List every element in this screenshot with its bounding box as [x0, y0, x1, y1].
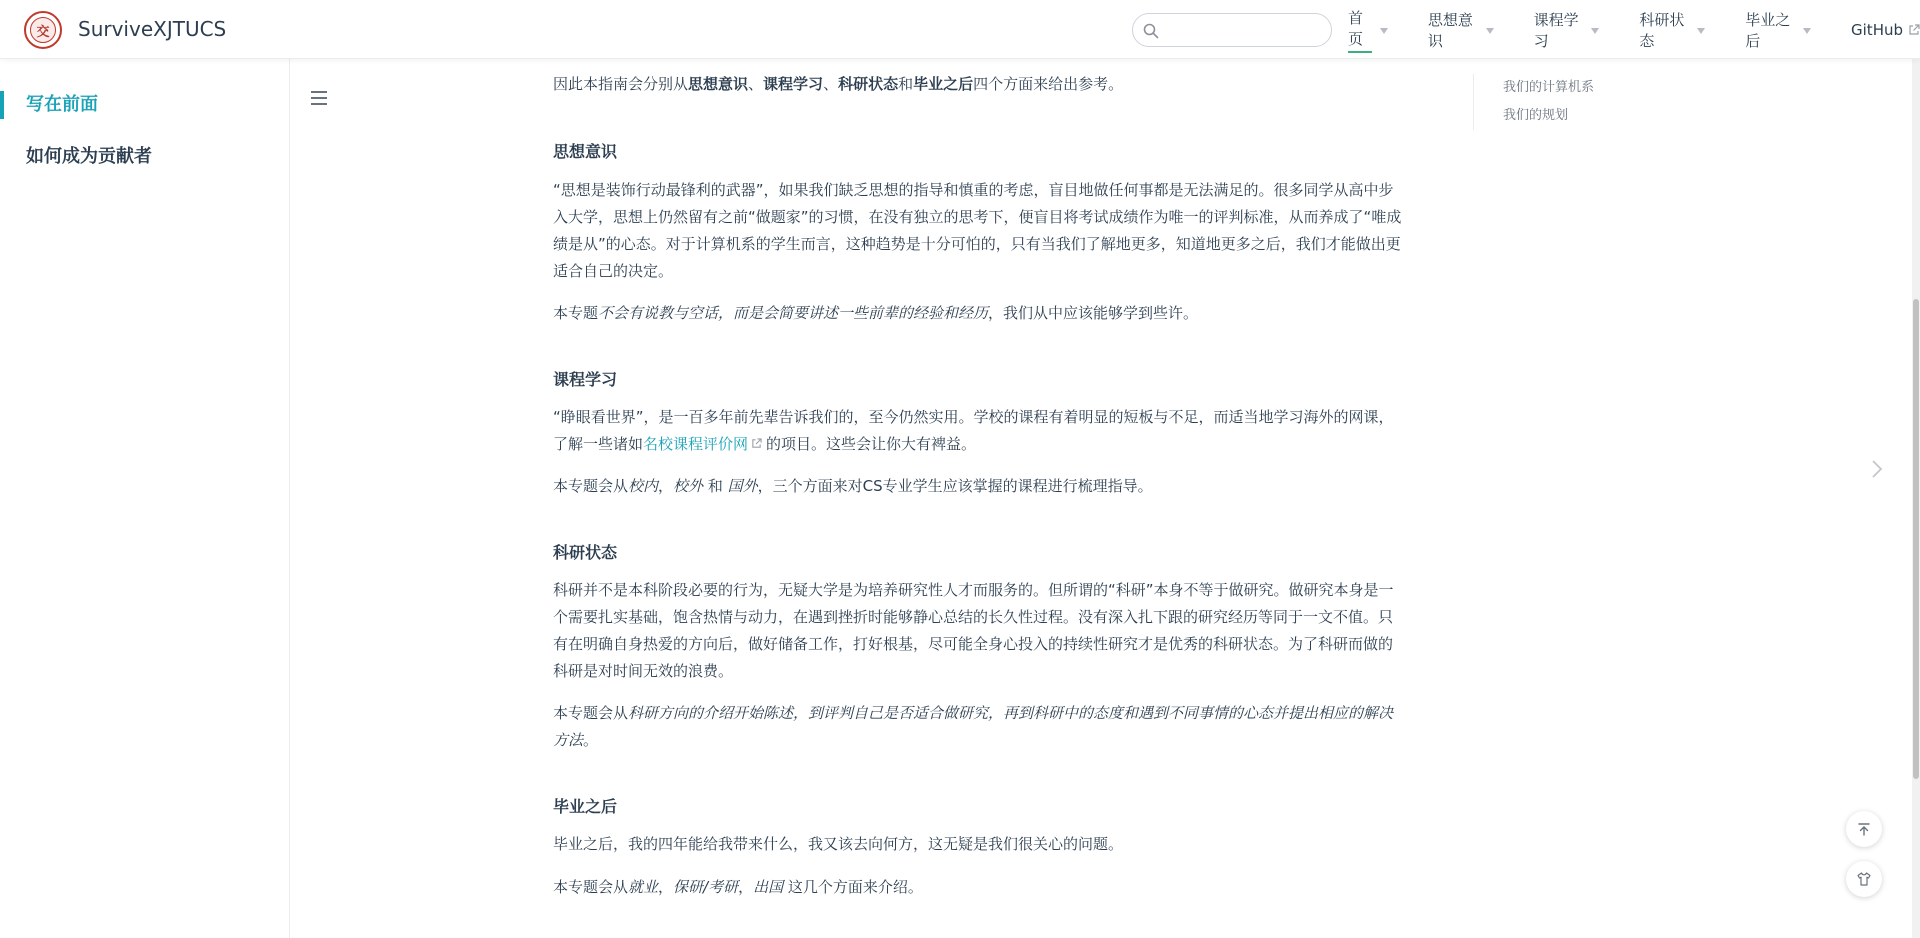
section-heading-research: 科研状态: [553, 543, 618, 562]
nav-item-after-graduation[interactable]: [1745, 0, 1811, 59]
nav-item-label: 科研状态: [1639, 10, 1685, 50]
section-paragraph: 本专题会从科研方向的介绍开始陈述，到评判自己是否适合做研究，再到科研中的态度和遇到不同事情的心态并提出相应的解决方法。: [553, 704, 1394, 749]
toc-item[interactable]: 我们的规划: [1503, 108, 1569, 123]
toc-item[interactable]: 我们的计算机系: [1503, 80, 1595, 95]
nav-item-research[interactable]: [1639, 0, 1705, 59]
site-name[interactable]: SurviveXJTUCS: [78, 17, 227, 41]
logo-emblem: 交: [30, 17, 56, 43]
nav-item-label: 首页: [1348, 7, 1372, 53]
section-paragraph: 科研并不是本科阶段必要的行为，无疑大学是为培养研究性人才而服务的。但所谓的“科研”本身不等于做研究。做研究本身是一个需要扎实基础，饱含热情与动力，在遇到挫折时能够静心总结的长久性过程。没有深入扎下跟的研究经历等同于一文不值。只有在明确自身热爱的方向后，做好储备工作，打好根基，尽可能全身心投入的持续性研究才是优秀的科研状态。为了科研而做的科研是对时间无效的浪费。: [553, 581, 1394, 680]
section-paragraph: 本专题会从校内，校外 和 国外，三个方面来对CS专业学生应该掌握的课程进行梳理指导。: [553, 477, 1153, 495]
intro-paragraph: 因此本指南会分别从思想意识、课程学习、科研状态和毕业之后四个方面来给出参考。: [553, 75, 1124, 93]
sidebar-item-label: 写在前面: [26, 94, 98, 115]
back-to-top-button[interactable]: [1846, 811, 1882, 847]
site-logo[interactable]: [24, 11, 62, 49]
section-paragraph: 本专题会从就业，保研/考研，出国 这几个方面来介绍。: [553, 878, 923, 896]
nav-item-label: GitHub: [1851, 20, 1903, 39]
table-of-contents: [1473, 74, 1594, 130]
external-link-icon: [751, 438, 762, 449]
chevron-down-icon: [1380, 28, 1388, 34]
section-paragraph: 本专题不会有说教与空话，而是会简要讲述一些前辈的经验和经历，我们从中应该能够学到些许。: [553, 304, 1199, 322]
nav-item-label: 毕业之后: [1745, 10, 1791, 50]
chevron-down-icon: [1697, 28, 1705, 34]
sidebar-toggle-icon[interactable]: [311, 91, 327, 105]
top-navbar: [0, 0, 1920, 59]
course-review-link[interactable]: 名校课程评价网: [643, 435, 749, 453]
nav-item-courses[interactable]: [1534, 0, 1600, 59]
nav-item-label: 思想意识: [1427, 10, 1473, 50]
section-heading-courses: 课程学习: [553, 370, 618, 389]
section-paragraph: “思想是装饰行动最锋利的武器”，如果我们缺乏思想的指导和慎重的考虑，盲目地做任何事都是无法满足的。很多同学从高中步入大学，思想上仍然留有之前“做题家”的习惯，在没有独立的思考下，便盲目将考试成绩作为唯一的评判标准，从而养成了“唯成绩是从”的心态。对于计算机系的学生而言，这种趋势是十分可怕的，只有当我们了解地更多，知道地更多之后，我们才能做出更适合自己的决定。: [553, 181, 1402, 280]
nav-item-label: 课程学习: [1533, 10, 1579, 50]
search-icon: [1143, 23, 1159, 39]
chevron-down-icon: [1803, 28, 1811, 34]
external-link-icon: [1908, 24, 1920, 36]
arrow-up-icon: [1856, 821, 1872, 837]
section-heading-thinking: 思想意识: [553, 142, 618, 161]
nav-item-thinking[interactable]: [1428, 0, 1494, 59]
sidebar-item-preface[interactable]: [0, 91, 289, 119]
chevron-down-icon: [1591, 28, 1599, 34]
chevron-right-icon[interactable]: [1870, 458, 1884, 480]
nav-links: [1348, 0, 1920, 59]
section-paragraph: “睁眼看世界”，是一百多年前先辈告诉我们的，至今仍然实用。学校的课程有着明显的短板与不足，而适当地学习海外的网课，了解一些诸如名校课程评价网 的项目。这些会让你大有裨益。: [553, 408, 1394, 453]
search-input[interactable]: [1132, 13, 1332, 47]
vertical-scrollbar[interactable]: [1912, 59, 1920, 938]
scrollbar-thumb[interactable]: [1913, 299, 1919, 779]
section-heading-after-graduation: 毕业之后: [553, 797, 618, 816]
theme-toggle-button[interactable]: [1846, 861, 1882, 897]
sidebar: [0, 59, 290, 938]
nav-item-github[interactable]: [1851, 0, 1920, 59]
sidebar-item-contributor[interactable]: [0, 143, 289, 171]
section-paragraph: 毕业之后，我的四年能给我带来什么，我又该去向何方，这无疑是我们很关心的问题。: [553, 835, 1124, 853]
nav-item-home[interactable]: [1348, 0, 1388, 59]
chevron-down-icon: [1486, 28, 1494, 34]
sidebar-item-label: 如何成为贡献者: [26, 146, 152, 167]
shirt-icon: [1856, 871, 1872, 887]
